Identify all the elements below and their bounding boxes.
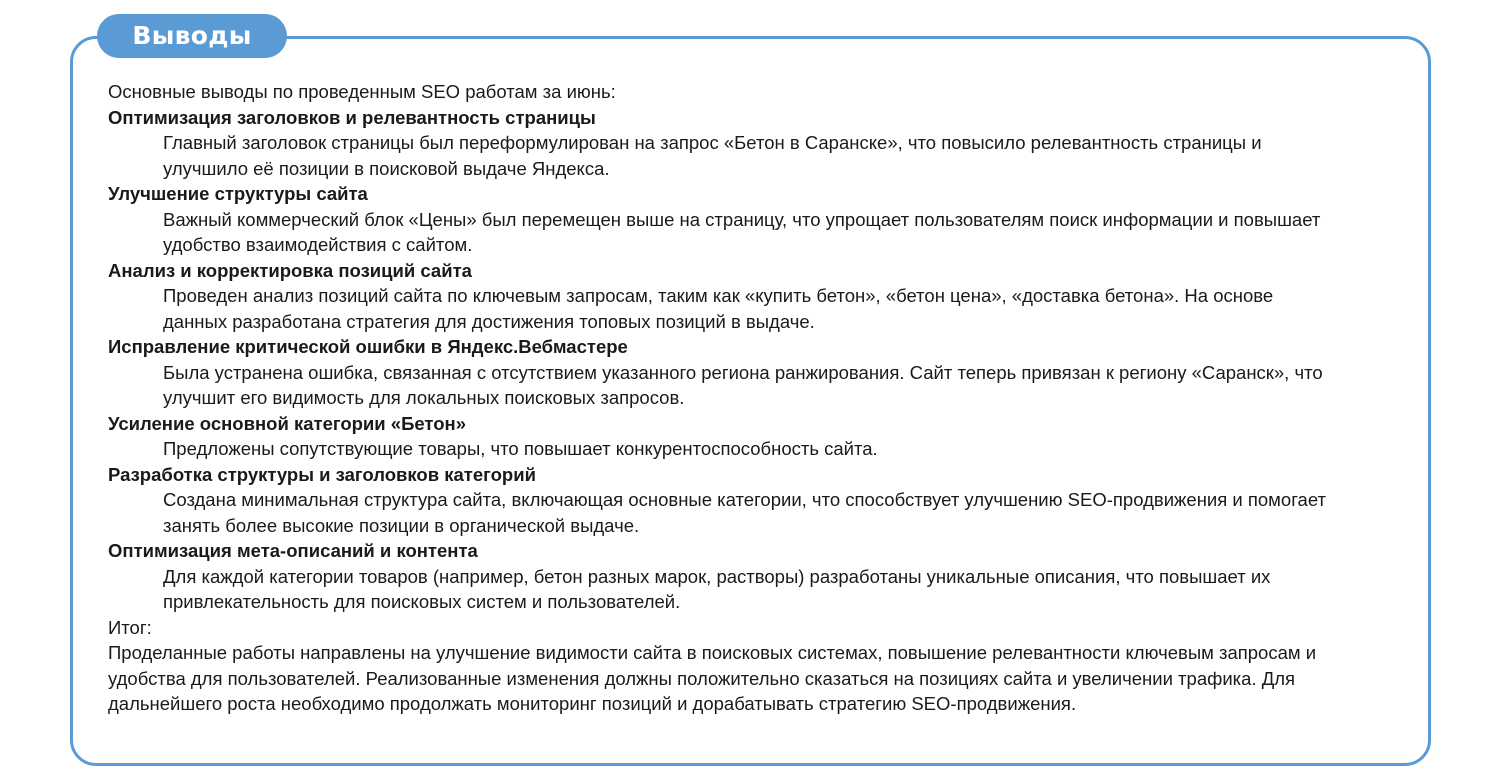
- section-block: [108, 334, 1408, 411]
- summary-text-line: Проделанные работы направлены на улучшение видимости сайта в поисковых системах, повышение релевантности ключевым запросам и: [108, 642, 1317, 663]
- section-text-line: Создана минимальная структура сайта, включающая основные категории, что способствует улучшению SEO-продвижения и помогает: [163, 489, 1326, 510]
- section-text-line: Проведен анализ позиций сайта по ключевым запросам, таким как «купить бетон», «бетон цена», «доставка бетона». На основе: [163, 285, 1274, 306]
- section-block: [108, 462, 1408, 539]
- section-text-line: данных разработана стратегия для достижения топовых позиций в выдаче.: [163, 310, 815, 332]
- summary-text-line: дальнейшего роста необходимо продолжать мониторинг позиций и дорабатывать стратегию SEO-продвижения.: [108, 693, 1077, 714]
- section-text-line: Предложены сопутствующие товары, что повышает конкурентоспособность сайта.: [163, 438, 878, 459]
- section-block: [108, 181, 1408, 258]
- conclusions-body: [108, 79, 1408, 717]
- summary-label: Итог:: [108, 616, 152, 638]
- section-text-line: привлекательность для поисковых систем и пользователей.: [163, 591, 681, 612]
- section-heading: Оптимизация мета-описаний и контента: [108, 540, 478, 561]
- section-block: [108, 258, 1408, 335]
- section-block: [108, 411, 1408, 462]
- section-block: [108, 538, 1408, 615]
- section-text-line: Важный коммерческий блок «Цены» был перемещен выше на страницу, что упрощает пользователям поиск информации и повышает: [163, 208, 1321, 230]
- summary-text-line: удобства для пользователей. Реализованные изменения должны положительно сказаться на позициях сайта и увеличении трафика. Для: [108, 667, 1296, 689]
- section-text-line: Для каждой категории товаров (например, бетон разных марок, растворы) разработаны уникальные описания, что повышает их: [163, 565, 1271, 587]
- section-title: Выводы: [97, 14, 287, 58]
- section-heading: Исправление критической ошибки в Яндекс.Вебмастере: [108, 336, 628, 357]
- section-heading: Анализ и корректировка позиций сайта: [108, 259, 472, 281]
- section-text-line: Была устранена ошибка, связанная с отсутствием указанного региона ранжирования. Сайт теперь привязан к региону «Саранск», что: [163, 361, 1323, 383]
- section-heading: Разработка структуры и заголовков категорий: [108, 463, 536, 485]
- section-text-line: улучшит его видимость для локальных поисковых запросов.: [163, 387, 685, 408]
- intro-text: Основные выводы по проведенным SEO работам за июнь:: [108, 81, 616, 102]
- section-heading: Усиление основной категории «Бетон»: [108, 412, 467, 434]
- section-text-line: удобство взаимодействия с сайтом.: [163, 234, 473, 255]
- summary-block: [108, 615, 1408, 717]
- section-text-line: занять более высокие позиции в органической выдаче.: [163, 514, 640, 536]
- section-heading: Оптимизация заголовков и релевантность страницы: [108, 106, 596, 128]
- section-block: [108, 105, 1408, 182]
- section-text-line: улучшило её позиции в поисковой выдаче Яндекса.: [163, 157, 610, 179]
- section-text-line: Главный заголовок страницы был переформулирован на запрос «Бетон в Саранске», что повысило релевантность страницы и: [163, 132, 1262, 153]
- section-heading: Улучшение структуры сайта: [108, 183, 368, 204]
